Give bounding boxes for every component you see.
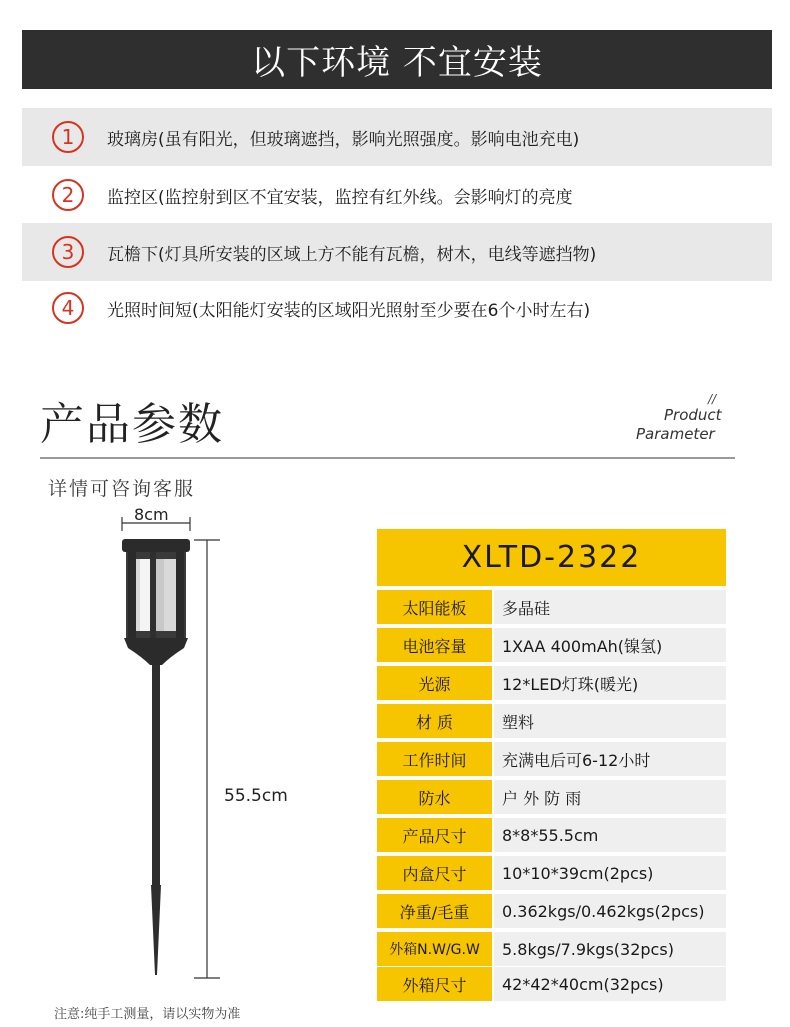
section-subtitle-en-line1: Product [664, 406, 722, 424]
spec-row [377, 628, 726, 662]
spec-row [377, 780, 726, 814]
spec-value: 10*10*39cm(2pcs) [494, 856, 726, 890]
section-title: 产品参数 [40, 399, 224, 450]
number-circle-icon: 2 [52, 179, 84, 211]
spec-value: 塑料 [494, 704, 726, 738]
spec-label: 外箱尺寸 [377, 967, 492, 1001]
spec-row [377, 742, 726, 776]
section-subtitle-en-line2: Parameter [636, 425, 715, 443]
spec-value: 户 外 防 雨 [494, 780, 726, 814]
spec-row [377, 894, 726, 928]
spec-value: 1XAA 400mAh(镍氢) [494, 628, 726, 662]
lamp-pole [152, 665, 160, 885]
warning-banner: 以下环境 不宜安装 [22, 30, 772, 89]
spec-row [377, 666, 726, 700]
consult-note: 详情可咨询客服 [48, 478, 196, 500]
warning-item-4 [22, 279, 772, 337]
spec-label: 防水 [377, 780, 492, 814]
spec-value: 多晶硅 [494, 590, 726, 624]
spec-row [377, 704, 726, 738]
number-circle-icon: 4 [52, 292, 84, 324]
number-circle-icon: 3 [52, 236, 84, 268]
warning-item-3 [22, 223, 772, 281]
product-lamp-illustration [100, 515, 230, 985]
spec-label: 内盒尺寸 [377, 856, 492, 890]
spec-value: 充满电后可6-12小时 [494, 742, 726, 776]
spec-value: 5.8kgs/7.9kgs(32pcs) [494, 932, 726, 966]
spec-label: 工作时间 [377, 742, 492, 776]
spec-label: 净重/毛重 [377, 894, 492, 928]
lamp-cap [122, 539, 190, 552]
warning-text: 光照时间短(太阳能灯安装的区域阳光照射至少要在6个小时左右) [107, 300, 591, 321]
warning-item-1 [22, 108, 772, 166]
spec-label: 太阳能板 [377, 590, 492, 624]
spec-row [377, 590, 726, 624]
height-dimension-line [194, 540, 220, 978]
lamp-spike [151, 885, 161, 975]
measurement-note: 注意:纯手工测量，请以实物为准 [54, 1007, 241, 1022]
spec-label: 光源 [377, 666, 492, 700]
model-number: XLTD-2322 [377, 529, 726, 586]
lamp-base [124, 638, 188, 665]
spec-label: 产品尺寸 [377, 818, 492, 852]
warning-text: 玻璃房(虽有阳光，但玻璃遮挡，影响光照强度。影响电池充电) [107, 129, 580, 150]
spec-row [377, 967, 726, 1001]
warning-item-2 [22, 166, 772, 224]
warning-text: 瓦檐下(灯具所安装的区域上方不能有瓦檐，树木，电线等遮挡物) [107, 244, 597, 265]
height-dimension-label: 55.5cm [224, 786, 288, 806]
number-circle-icon: 1 [52, 121, 84, 153]
title-slash-mark: // [708, 392, 717, 406]
spec-row [377, 818, 726, 852]
spec-row [377, 856, 726, 890]
section-divider [40, 457, 735, 459]
spec-label: 电池容量 [377, 628, 492, 662]
spec-value: 0.362kgs/0.462kgs(2pcs) [494, 894, 726, 928]
spec-value: 12*LED灯珠(暖光) [494, 666, 726, 700]
spec-label: 外箱N.W/G.W [377, 932, 492, 966]
spec-value: 42*42*40cm(32pcs) [494, 967, 726, 1001]
spec-row [377, 932, 726, 966]
width-dimension-label: 8cm [134, 505, 169, 524]
warning-text: 监控区(监控射到区不宜安装，监控有红外线。会影响灯的亮度 [107, 187, 573, 208]
width-dimension-line [122, 517, 190, 531]
spec-value: 8*8*55.5cm [494, 818, 726, 852]
spec-label: 材 质 [377, 704, 492, 738]
